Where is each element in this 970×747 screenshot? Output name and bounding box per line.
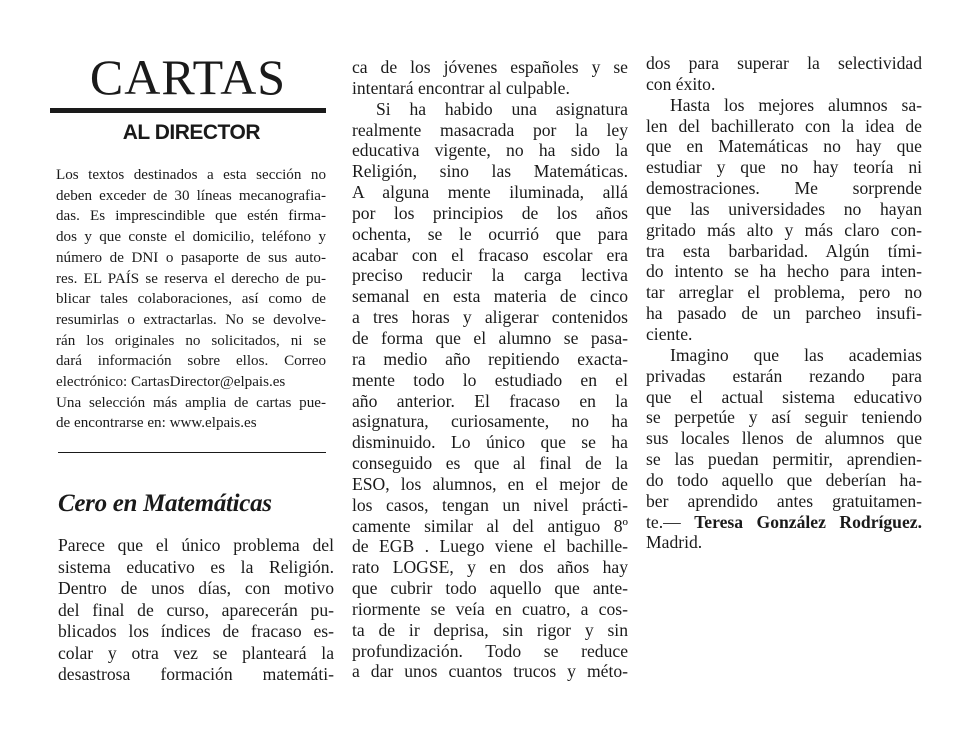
text-line: Dentro de unos días, con motivo (58, 578, 334, 598)
text-line: mente todo lo estudiado en el (352, 369, 628, 390)
text-line: que en Matemáticas no hay que (646, 136, 922, 157)
text-line: los casos, tengan un nivel prácti- (352, 494, 628, 515)
text-line: asignatura, curiosamente, no ha (352, 411, 628, 432)
notice-line: Una selección más amplia de cartas pue- (56, 394, 326, 411)
text-line: Si ha habido una asignatura (376, 98, 628, 119)
text-line: ca de los jóvenes españoles y se (352, 57, 628, 77)
text-line: que cubrir todo aquello que ante- (352, 578, 628, 599)
text-line: que las universidades no hayan (646, 198, 922, 219)
text-line: privadas estarán rezando para (646, 365, 922, 386)
signature-line (646, 512, 922, 533)
text-line: disminuido. Lo único que se ha (352, 432, 628, 453)
text-line: profundización. Todo se reduce (352, 640, 628, 661)
text-line: len del bachillerato con la idea de (646, 115, 922, 136)
text-line: se perpetúe y así seguir teniendo (646, 407, 922, 428)
text-line: por los principios de los años (352, 202, 628, 223)
text-line: ha pasado de un parcheo insufi- (646, 303, 922, 324)
text-line: do todo aquello que deberían ha- (646, 469, 922, 490)
notice-email-line: electrónico: CartasDirector@elpais.es (56, 374, 286, 391)
text-line: camente similar al del antiguo 8º (352, 515, 628, 536)
text-line: A alguna mente iluminada, allá (352, 182, 628, 203)
notice-line: das. Es imprescindible que estén firma- (56, 208, 326, 225)
letter-column-1 (58, 535, 334, 686)
letter-column-3 (646, 53, 922, 553)
text-line: Hasta los mejores alumnos sa- (670, 94, 922, 115)
text-line: realmente masacrada por la ley (352, 119, 628, 140)
text-line: ra medio año repitiendo exacta- (352, 348, 628, 369)
text-line: colar y otra vez se planteará la (58, 642, 334, 663)
text-line: riormente se veía en cuatro, a cos- (352, 598, 628, 619)
text-line: a tres horas y aligerar contenidos (352, 307, 628, 328)
section-subtitle: AL DIRECTOR (122, 121, 260, 144)
notice-line: dará información sobre ellos. Correo (56, 353, 326, 370)
text-line: que el actual sistema educativo (646, 386, 922, 407)
text-line: del final de curso, aparecerán pu- (58, 599, 334, 620)
text-fragment: te.— (646, 511, 681, 532)
text-line: preciso reducir la carga lectiva (352, 265, 628, 286)
notice-line: dos y que conste el domicilio, teléfono y (56, 229, 326, 246)
text-line: dos para superar la selectividad (646, 53, 922, 73)
notice-line: resumirlas o extractarlas. No se devolve- (56, 311, 326, 328)
text-line: ESO, los alumnos, en el mejor de (352, 473, 628, 494)
text-line: intentará encontrar al culpable. (352, 77, 570, 98)
text-line: ochenta, se le ocurrió que para (352, 223, 628, 244)
notice-line: blicar tales colaboraciones, así como de (56, 291, 326, 308)
text-line: ber aprendido antes gratuitamen- (646, 490, 922, 511)
text-line: a dar unos cuantos trucos y méto- (352, 661, 628, 682)
text-line: año anterior. El fracaso en la (352, 390, 628, 411)
text-line: do intento se ha hecho para inten- (646, 261, 922, 282)
text-line: Imagino que las academias (670, 344, 922, 365)
letter-city: Madrid. (646, 532, 703, 553)
text-line: blicados los índices de fracaso es- (58, 621, 334, 641)
text-line: demostraciones. Me sorprende (646, 178, 922, 199)
text-line: tar arreglar el problema, pero no (646, 282, 922, 303)
text-line: Religión, sino las Matemáticas. (352, 161, 628, 182)
text-line: semanal en esta materia de cinco (352, 286, 628, 307)
text-line: de forma que el alumno se pasa- (352, 327, 628, 348)
text-line: Parece que el único problema del (58, 535, 334, 555)
submission-notice (56, 165, 326, 434)
notice-line: rán los originales no solicitados, ni se (56, 332, 326, 349)
text-line: ta de ir deprisa, sin rigor y sin (352, 619, 628, 640)
letter-title: Cero en Matemáticas (58, 490, 272, 517)
text-line: ciente. (646, 323, 693, 344)
text-line: conseguido es que al final de la (352, 453, 628, 474)
text-line: desastrosa formación matemáti- (58, 664, 334, 684)
section-title: CARTAS (89, 49, 287, 105)
notice-url-line: de encontrarse en: www.elpais.es (56, 415, 257, 432)
section-masthead (50, 49, 326, 145)
letter-signature: Teresa González Rodríguez. (694, 511, 922, 532)
text-line: educativa vigente, no ha sido la (352, 140, 628, 161)
text-line: tra esta barbaridad. Algún tími- (646, 240, 922, 261)
notice-line: res. EL PAÍS se reserva el derecho de pu- (56, 270, 326, 287)
masthead-rule (50, 108, 326, 113)
text-line: rato LOGSE, y en dos años hay (352, 557, 628, 578)
text-line: sus locales llenos de alumnos que (646, 428, 922, 449)
text-line: sistema educativo es la Religión. (58, 556, 334, 577)
notice-line: Los textos destinados a esta sección no (56, 167, 326, 183)
divider (58, 452, 326, 453)
text-line: se las puedan permitir, aprendien- (646, 449, 922, 470)
text-line: gritado más alto y más claro con- (646, 219, 922, 240)
text-line: con éxito. (646, 73, 716, 94)
notice-line: número de DNI o pasaporte de sus auto- (56, 249, 326, 266)
notice-line: deben exceder de 30 líneas mecanografia- (56, 187, 326, 204)
text-line: estudiar y que no hay teoría ni (646, 157, 922, 178)
text-line: de EGB . Luego viene el bachille- (352, 536, 628, 557)
text-line: acabar con el fracaso escolar era (352, 244, 628, 265)
letter-column-2 (352, 57, 628, 682)
